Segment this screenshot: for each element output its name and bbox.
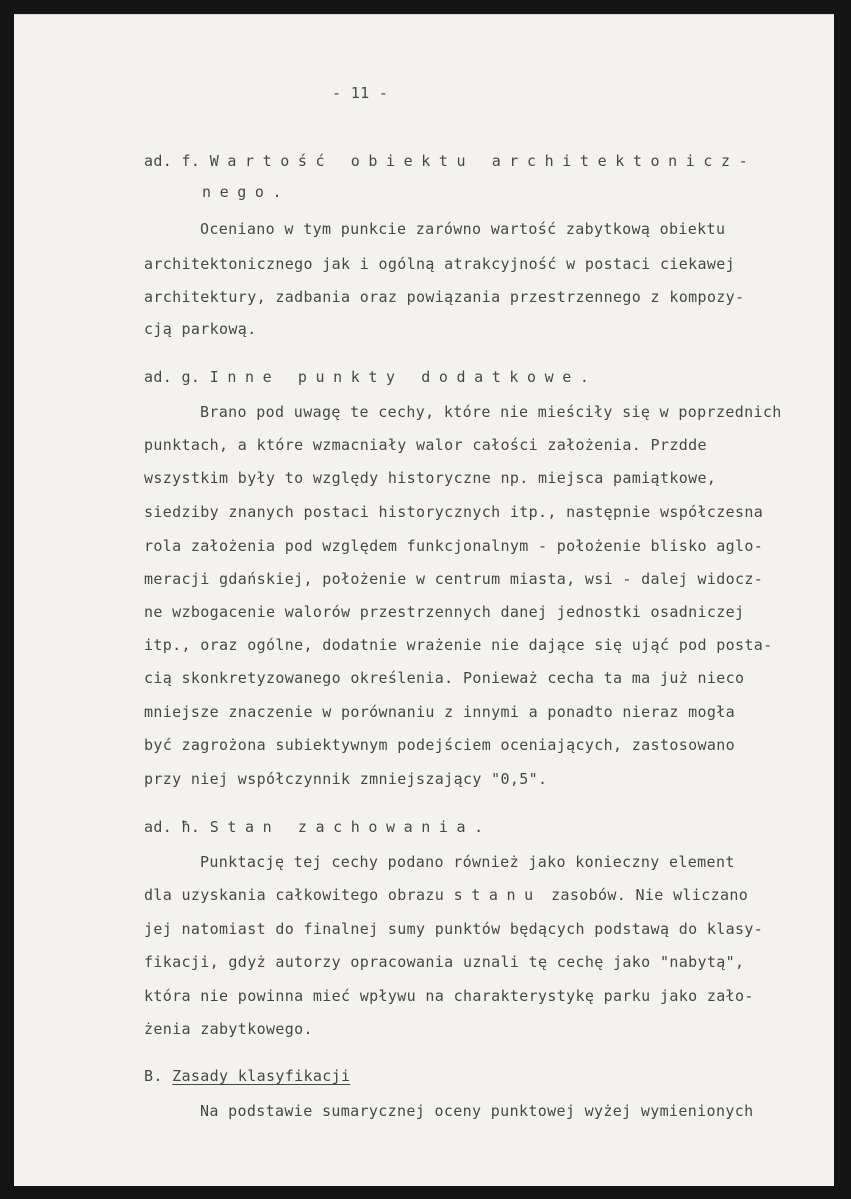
section-h-body-line: żenia zabytkowego. (144, 1020, 313, 1038)
section-B-label: B. (144, 1067, 163, 1085)
section-h-label: ad. ħ. (144, 818, 201, 836)
section-g-body-line: itp., oraz ogólne, dodatnie wrażenie nie dające się ująć pod posta- (144, 636, 773, 654)
section-h-body-line: jej natomiast do finalnej sumy punktów będących podstawą do klasy- (144, 920, 764, 938)
section-h-body-line: fikacji, gdyż autorzy opracowania uznali tę cechę jako "nabytą", (144, 953, 745, 971)
section-f-body-line: cją parkową. (144, 320, 257, 338)
scan-edge-line (14, 14, 834, 15)
section-h-body-line: Punktację tej cechy podano również jako konieczny element (200, 853, 735, 871)
section-g-body-line: być zagrożona subiektywnym podejściem oceniających, zastosowano (144, 736, 735, 754)
section-g-heading (144, 368, 598, 386)
section-g-body-line: ne wzbogacenie walorów przestrzennych danej jednostki osadniczej (144, 603, 745, 621)
section-f-title-line2: nego. (202, 183, 291, 201)
section-h-title: Stan zachowania. (209, 818, 492, 836)
body-text-segment: dla uzyskania całkowitego obrazu (144, 886, 454, 904)
body-text-segment: zasobów. Nie wliczano (541, 886, 749, 904)
section-g-body-line: przy niej współczynnik zmniejszający "0,5". (144, 770, 548, 788)
section-g-body-line: punktach, a które wzmacniały walor całości założenia. Przdde (144, 436, 707, 454)
section-g-body-line: wszystkim były to względy historyczne np. miejsca pamiątkowe, (144, 469, 717, 487)
section-g-title: Inne punkty dodatkowe. (209, 368, 598, 386)
section-B-title: Zasady klasyfikacji (172, 1067, 351, 1085)
section-f-heading (144, 152, 756, 170)
document-page (14, 14, 834, 1186)
section-g-body-line: cią skonkretyzowanego określenia. Ponieważ cecha ta ma już nieco (144, 669, 745, 687)
section-f-title-line1: Wartość obiektu architektonicz- (209, 152, 757, 170)
section-h-body-line: która nie powinna mieć wpływu na charakterystykę parku jako zało- (144, 987, 754, 1005)
spaced-emphasis-word: stanu (453, 886, 542, 904)
section-f-body-line: architektury, zadbania oraz powiązania przestrzennego z kompozy- (144, 288, 745, 306)
section-g-body-line: mniejsze znaczenie w porównaniu z innymi a ponadto nieraz mogła (144, 703, 735, 721)
section-h-body-line-2 (144, 886, 748, 904)
page-number: - 11 - (332, 84, 389, 102)
section-f-body-line: architektonicznego jak i ogólną atrakcyjność w postaci ciekawej (144, 255, 735, 273)
section-B-body-line: Na podstawie sumarycznej oceny punktowej wyżej wymienionych (200, 1102, 754, 1120)
section-g-body-line: siedziby znanych postaci historycznych itp., następnie współczesna (144, 503, 764, 521)
section-f-body-line: Oceniano w tym punkcie zarówno wartość zabytkową obiektu (200, 220, 726, 238)
section-h-heading (144, 818, 492, 836)
section-g-body-line: rola założenia pod względem funkcjonalnym - położenie blisko aglo- (144, 537, 764, 555)
section-g-body-line: Brano pod uwagę te cechy, które nie mieściły się w poprzednich (200, 403, 782, 421)
section-g-label: ad. g. (144, 368, 201, 386)
section-g-body-line: meracji gdańskiej, położenie w centrum miasta, wsi - dalej widocz- (144, 570, 764, 588)
section-f-label: ad. f. (144, 152, 201, 170)
section-B-heading (144, 1067, 350, 1085)
